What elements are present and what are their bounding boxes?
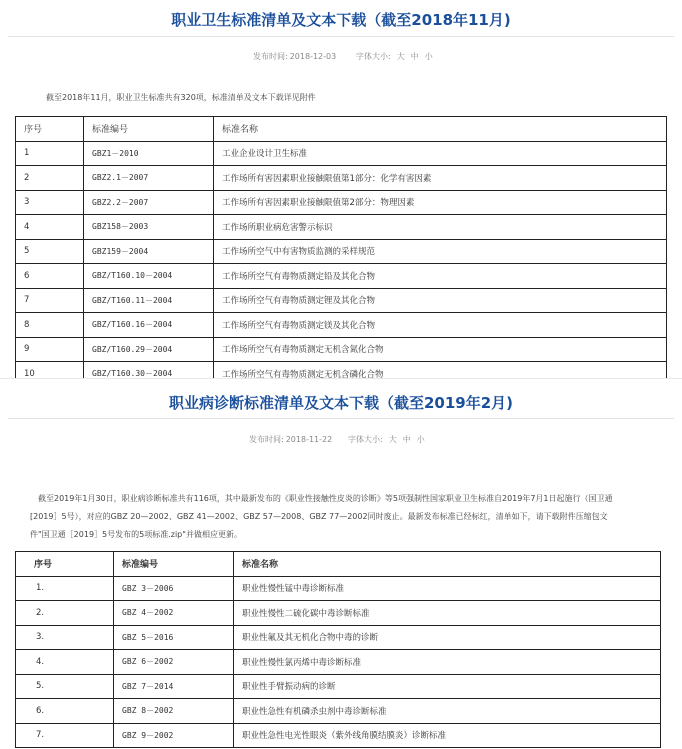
row-name: 工作场所空气有毒物质测定无机含氮化合物 — [214, 337, 667, 362]
occupational-disease-diagnosis-table — [15, 551, 661, 748]
table-row — [16, 313, 667, 338]
row-code: GBZ/T160.16－2004 — [84, 313, 214, 338]
publish-date-label: 发布时间: — [249, 435, 284, 444]
table-row — [16, 601, 661, 626]
row-index: 3 — [16, 190, 84, 215]
row-code: GBZ2.1－2007 — [84, 166, 214, 191]
occupational-health-standards-table — [15, 116, 667, 378]
font-size-label: 字体大小: — [356, 52, 391, 61]
row-index: 7. — [16, 723, 114, 748]
font-size-small-link[interactable]: 小 — [424, 52, 433, 61]
font-size-medium-link[interactable]: 中 — [410, 52, 419, 61]
table-row — [16, 288, 667, 313]
article-2-intro-line-2: [2019］5号），对应的GBZ 20—2002、GBZ 41—2002、GBZ 57—2008、GBZ 77—2002同时废止。最新发布标准已经标红，清单如下，请下载附件压缩包文 — [30, 512, 608, 521]
row-code: GBZ/T160.30－2004 — [84, 362, 214, 379]
row-name: 职业性慢性二硫化碳中毒诊断标准 — [234, 601, 661, 626]
row-name: 工作场所空气有毒物质测定无机含磷化合物 — [214, 362, 667, 379]
row-name: 职业性氟及其无机化合物中毒的诊断 — [234, 625, 661, 650]
row-name: 工作场所职业病危害警示标识 — [214, 215, 667, 240]
row-index: 1. — [16, 576, 114, 601]
header-index: 序号 — [16, 552, 114, 577]
row-name: 职业性急性电光性眼炎（紫外线角膜结膜炎）诊断标准 — [234, 723, 661, 748]
table-row — [16, 190, 667, 215]
row-index: 6 — [16, 264, 84, 289]
row-index: 9 — [16, 337, 84, 362]
row-code: GBZ 9－2002 — [114, 723, 234, 748]
table-row — [16, 166, 667, 191]
font-size-control — [348, 434, 431, 445]
row-name: 工作场所空气中有害物质监测的采样规范 — [214, 239, 667, 264]
row-code: GBZ 8－2002 — [114, 699, 234, 724]
table-row — [16, 215, 667, 240]
article-2-intro-line-3: 件"国卫通［2019］5号发布的5项标准.zip"并做相应更新。 — [30, 530, 242, 539]
font-size-large-link[interactable]: 大 — [388, 435, 397, 444]
publish-date — [249, 434, 332, 445]
table-row — [16, 699, 661, 724]
table-header-row — [16, 552, 661, 577]
row-index: 2. — [16, 601, 114, 626]
table-row — [16, 362, 667, 379]
row-code: GBZ158－2003 — [84, 215, 214, 240]
row-name: 工作场所空气有毒物质测定锂及其化合物 — [214, 288, 667, 313]
table-row — [16, 650, 661, 675]
row-code: GBZ 5－2016 — [114, 625, 234, 650]
row-code: GBZ 4－2002 — [114, 601, 234, 626]
row-code: GBZ 3－2006 — [114, 576, 234, 601]
row-name: 工作场所空气有毒物质测定镁及其化合物 — [214, 313, 667, 338]
row-index: 6. — [16, 699, 114, 724]
row-index: 10 — [16, 362, 84, 379]
article-2 — [0, 378, 682, 749]
row-name: 职业性手臂振动病的诊断 — [234, 674, 661, 699]
font-size-control — [356, 51, 439, 62]
article-1-title: 职业卫生标准清单及文本下载（截至2018年11月) — [171, 11, 511, 29]
header-name: 标准名称 — [214, 117, 667, 142]
row-name: 工作场所有害因素职业接触限值第2部分：物理因素 — [214, 190, 667, 215]
row-name: 工业企业设计卫生标准 — [214, 141, 667, 166]
title-divider — [8, 418, 674, 419]
row-code: GBZ/T160.10－2004 — [84, 264, 214, 289]
row-name: 工作场所有害因素职业接触限值第1部分：化学有害因素 — [214, 166, 667, 191]
row-index: 4 — [16, 215, 84, 240]
table-row — [16, 723, 661, 748]
row-index: 3. — [16, 625, 114, 650]
row-index: 2 — [16, 166, 84, 191]
header-code: 标准编号 — [84, 117, 214, 142]
row-index: 5. — [16, 674, 114, 699]
row-index: 8 — [16, 313, 84, 338]
row-name: 职业性慢性氯丙烯中毒诊断标准 — [234, 650, 661, 675]
article-2-title: 职业病诊断标准清单及文本下载（截至2019年2月) — [168, 394, 514, 412]
row-code: GBZ2.2－2007 — [84, 190, 214, 215]
title-divider — [8, 36, 674, 37]
row-index: 4. — [16, 650, 114, 675]
header-name: 标准名称 — [234, 552, 661, 577]
article-1-intro: 截至2018年11月，职业卫生标准共有320项，标准清单及文本下载详见附件 — [46, 93, 316, 102]
row-code: GBZ 7－2014 — [114, 674, 234, 699]
table-row — [16, 264, 667, 289]
row-name: 职业性急性有机磷杀虫剂中毒诊断标准 — [234, 699, 661, 724]
publish-date-label: 发布时间: — [253, 52, 288, 61]
font-size-small-link[interactable]: 小 — [416, 435, 425, 444]
article-2-intro-line-1: 截至2019年1月30日，职业病诊断标准共有116项，其中最新发布的《职业性接触性皮炎的诊断》等5项强制性国家职业卫生标准自2019年7月1日起施行（国卫通 — [38, 494, 613, 503]
publish-date-value: 2018-11-22 — [285, 435, 333, 444]
table-row — [16, 239, 667, 264]
table-row — [16, 674, 661, 699]
font-size-label: 字体大小: — [348, 435, 383, 444]
table-row — [16, 337, 667, 362]
row-code: GBZ 6－2002 — [114, 650, 234, 675]
table-header-row — [16, 117, 667, 142]
row-code: GBZ/T160.11－2004 — [84, 288, 214, 313]
header-code: 标准编号 — [114, 552, 234, 577]
row-code: GBZ/T160.29－2004 — [84, 337, 214, 362]
table-row — [16, 625, 661, 650]
row-index: 5 — [16, 239, 84, 264]
row-index: 7 — [16, 288, 84, 313]
publish-date — [253, 51, 336, 62]
publish-date-value: 2018-12-03 — [289, 52, 337, 61]
font-size-medium-link[interactable]: 中 — [402, 435, 411, 444]
row-name: 职业性慢性锰中毒诊断标准 — [234, 576, 661, 601]
table-row — [16, 141, 667, 166]
row-name: 工作场所空气有毒物质测定铅及其化合物 — [214, 264, 667, 289]
row-index: 1 — [16, 141, 84, 166]
row-code: GBZ159－2004 — [84, 239, 214, 264]
table-row — [16, 576, 661, 601]
font-size-large-link[interactable]: 大 — [396, 52, 405, 61]
row-code: GBZ1－2010 — [84, 141, 214, 166]
header-index: 序号 — [16, 117, 84, 142]
